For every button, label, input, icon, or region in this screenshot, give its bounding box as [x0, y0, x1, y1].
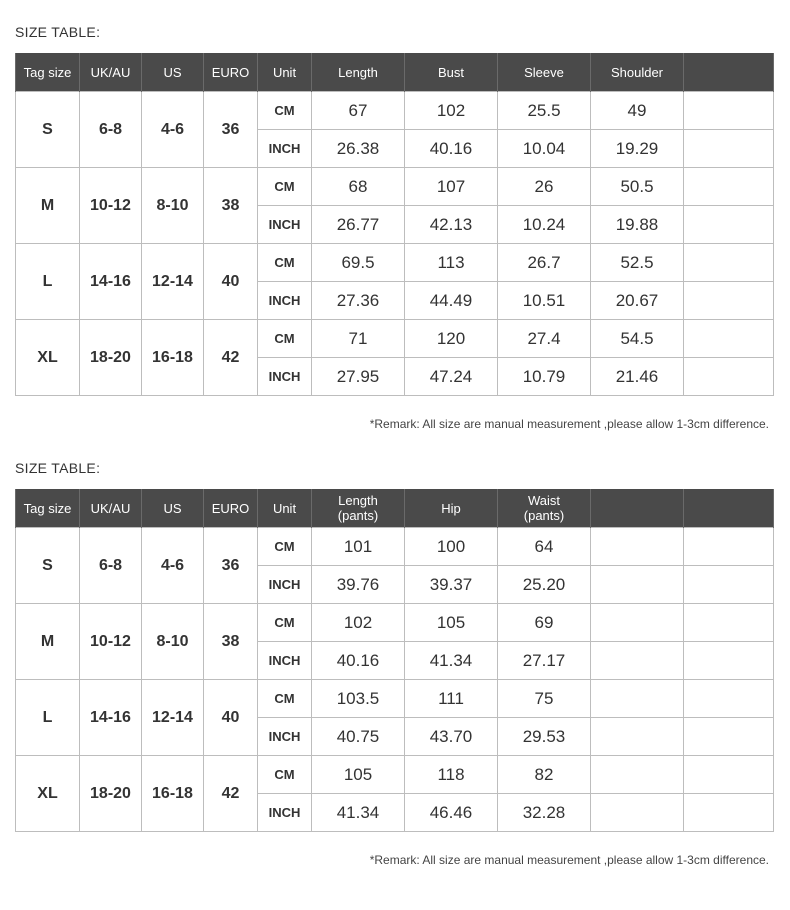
euro-size-cell: 42 — [204, 320, 258, 396]
measurement-cell: 102 — [312, 604, 405, 642]
measurement-cell: 40.75 — [312, 718, 405, 756]
column-header: EURO — [204, 489, 258, 528]
column-header: Unit — [258, 53, 312, 92]
uk-au-size-cell: 10-12 — [80, 604, 142, 680]
column-header: EURO — [204, 53, 258, 92]
euro-size-cell: 36 — [204, 528, 258, 604]
table-row — [16, 604, 774, 642]
euro-size-cell: 42 — [204, 756, 258, 832]
uk-au-size-cell: 14-16 — [80, 244, 142, 320]
table-row — [16, 528, 774, 566]
uk-au-size-cell: 10-12 — [80, 168, 142, 244]
measurement-cell — [684, 642, 774, 680]
unit-cell: CM — [258, 92, 312, 130]
tag-size-cell: S — [16, 528, 80, 604]
tag-size-cell: L — [16, 680, 80, 756]
column-header: Tag size — [16, 53, 80, 92]
measurement-cell: 39.37 — [405, 566, 498, 604]
measurement-cell: 20.67 — [591, 282, 684, 320]
column-header — [684, 489, 774, 528]
tag-size-cell: M — [16, 604, 80, 680]
remark-note: *Remark: All size are manual measurement ,please allow 1-3cm difference. — [369, 417, 769, 431]
measurement-cell: 27.36 — [312, 282, 405, 320]
measurement-cell: 113 — [405, 244, 498, 282]
measurement-cell — [591, 756, 684, 794]
tag-size-cell: XL — [16, 320, 80, 396]
unit-cell: CM — [258, 528, 312, 566]
measurement-cell — [684, 794, 774, 832]
measurement-cell — [684, 566, 774, 604]
uk-au-size-cell: 18-20 — [80, 320, 142, 396]
measurement-cell — [684, 358, 774, 396]
measurement-cell: 49 — [591, 92, 684, 130]
size-table-title: SIZE TABLE: — [15, 460, 101, 476]
column-header: Tag size — [16, 489, 80, 528]
table-row — [16, 92, 774, 130]
measurement-cell — [684, 604, 774, 642]
euro-size-cell: 38 — [204, 168, 258, 244]
measurement-cell: 25.20 — [498, 566, 591, 604]
table-row — [16, 320, 774, 358]
measurement-cell: 105 — [405, 604, 498, 642]
unit-cell: INCH — [258, 566, 312, 604]
measurement-cell: 43.70 — [405, 718, 498, 756]
column-header: US — [142, 489, 204, 528]
us-size-cell: 12-14 — [142, 680, 204, 756]
size-table-title: SIZE TABLE: — [15, 24, 101, 40]
euro-size-cell: 36 — [204, 92, 258, 168]
measurement-cell: 102 — [405, 92, 498, 130]
measurement-cell — [684, 206, 774, 244]
measurement-cell: 40.16 — [405, 130, 498, 168]
measurement-cell: 103.5 — [312, 680, 405, 718]
measurement-cell: 75 — [498, 680, 591, 718]
measurement-cell: 69 — [498, 604, 591, 642]
unit-cell: CM — [258, 168, 312, 206]
table-row — [16, 756, 774, 794]
measurement-cell: 27.95 — [312, 358, 405, 396]
measurement-cell: 64 — [498, 528, 591, 566]
column-header: Bust — [405, 53, 498, 92]
measurement-cell: 54.5 — [591, 320, 684, 358]
measurement-cell — [684, 718, 774, 756]
tag-size-cell: S — [16, 92, 80, 168]
uk-au-size-cell: 14-16 — [80, 680, 142, 756]
measurement-cell: 26 — [498, 168, 591, 206]
measurement-cell: 25.5 — [498, 92, 591, 130]
measurement-cell: 120 — [405, 320, 498, 358]
measurement-cell: 10.24 — [498, 206, 591, 244]
unit-cell: CM — [258, 244, 312, 282]
measurement-cell: 26.38 — [312, 130, 405, 168]
column-header: Unit — [258, 489, 312, 528]
measurement-cell — [684, 92, 774, 130]
unit-cell: INCH — [258, 282, 312, 320]
tag-size-cell: XL — [16, 756, 80, 832]
unit-cell: INCH — [258, 130, 312, 168]
euro-size-cell: 40 — [204, 680, 258, 756]
us-size-cell: 8-10 — [142, 168, 204, 244]
measurement-cell: 41.34 — [312, 794, 405, 832]
unit-cell: INCH — [258, 642, 312, 680]
measurement-cell: 10.79 — [498, 358, 591, 396]
measurement-cell: 69.5 — [312, 244, 405, 282]
measurement-cell: 44.49 — [405, 282, 498, 320]
measurement-cell: 10.51 — [498, 282, 591, 320]
measurement-cell: 26.7 — [498, 244, 591, 282]
uk-au-size-cell: 6-8 — [80, 528, 142, 604]
measurement-cell — [684, 244, 774, 282]
measurement-cell: 71 — [312, 320, 405, 358]
column-header: Sleeve — [498, 53, 591, 92]
euro-size-cell: 40 — [204, 244, 258, 320]
measurement-cell: 100 — [405, 528, 498, 566]
us-size-cell: 4-6 — [142, 92, 204, 168]
measurement-cell: 40.16 — [312, 642, 405, 680]
column-header: Length — [312, 53, 405, 92]
measurement-cell: 41.34 — [405, 642, 498, 680]
measurement-cell: 19.29 — [591, 130, 684, 168]
measurement-cell — [684, 528, 774, 566]
measurement-cell — [684, 168, 774, 206]
measurement-cell: 82 — [498, 756, 591, 794]
measurement-cell — [591, 566, 684, 604]
unit-cell: CM — [258, 604, 312, 642]
measurement-cell: 52.5 — [591, 244, 684, 282]
measurement-cell: 68 — [312, 168, 405, 206]
column-header: Shoulder — [591, 53, 684, 92]
unit-cell: INCH — [258, 206, 312, 244]
unit-cell: INCH — [258, 358, 312, 396]
measurement-cell — [684, 130, 774, 168]
measurement-cell — [591, 528, 684, 566]
us-size-cell: 16-18 — [142, 320, 204, 396]
column-header: UK/AU — [80, 53, 142, 92]
measurement-cell: 27.4 — [498, 320, 591, 358]
column-header: UK/AU — [80, 489, 142, 528]
measurement-cell — [684, 680, 774, 718]
column-header — [591, 489, 684, 528]
measurement-cell: 50.5 — [591, 168, 684, 206]
tag-size-cell: L — [16, 244, 80, 320]
euro-size-cell: 38 — [204, 604, 258, 680]
measurement-cell: 101 — [312, 528, 405, 566]
column-header: Hip — [405, 489, 498, 528]
measurement-cell: 21.46 — [591, 358, 684, 396]
us-size-cell: 12-14 — [142, 244, 204, 320]
size-table-tops — [15, 53, 774, 396]
header-row — [16, 53, 774, 92]
remark-note: *Remark: All size are manual measurement ,please allow 1-3cm difference. — [369, 853, 769, 867]
column-header — [684, 53, 774, 92]
size-table-pants — [15, 489, 774, 832]
measurement-cell — [591, 604, 684, 642]
measurement-cell: 42.13 — [405, 206, 498, 244]
measurement-cell — [591, 794, 684, 832]
measurement-cell: 118 — [405, 756, 498, 794]
measurement-cell: 111 — [405, 680, 498, 718]
column-header: US — [142, 53, 204, 92]
measurement-cell: 32.28 — [498, 794, 591, 832]
measurement-cell — [684, 282, 774, 320]
uk-au-size-cell: 18-20 — [80, 756, 142, 832]
header-row — [16, 489, 774, 528]
us-size-cell: 8-10 — [142, 604, 204, 680]
measurement-cell — [591, 718, 684, 756]
measurement-cell: 107 — [405, 168, 498, 206]
us-size-cell: 4-6 — [142, 528, 204, 604]
unit-cell: CM — [258, 680, 312, 718]
table-row — [16, 168, 774, 206]
uk-au-size-cell: 6-8 — [80, 92, 142, 168]
measurement-cell — [591, 642, 684, 680]
tag-size-cell: M — [16, 168, 80, 244]
unit-cell: INCH — [258, 794, 312, 832]
measurement-cell: 19.88 — [591, 206, 684, 244]
measurement-cell: 10.04 — [498, 130, 591, 168]
measurement-cell: 29.53 — [498, 718, 591, 756]
measurement-cell — [684, 320, 774, 358]
measurement-cell: 46.46 — [405, 794, 498, 832]
measurement-cell — [591, 680, 684, 718]
table-row — [16, 244, 774, 282]
measurement-cell — [684, 756, 774, 794]
unit-cell: CM — [258, 756, 312, 794]
unit-cell: CM — [258, 320, 312, 358]
column-header: Length (pants) — [312, 489, 405, 528]
measurement-cell: 27.17 — [498, 642, 591, 680]
column-header: Waist (pants) — [498, 489, 591, 528]
measurement-cell: 39.76 — [312, 566, 405, 604]
measurement-cell: 105 — [312, 756, 405, 794]
measurement-cell: 26.77 — [312, 206, 405, 244]
unit-cell: INCH — [258, 718, 312, 756]
measurement-cell: 67 — [312, 92, 405, 130]
measurement-cell: 47.24 — [405, 358, 498, 396]
table-row — [16, 680, 774, 718]
us-size-cell: 16-18 — [142, 756, 204, 832]
